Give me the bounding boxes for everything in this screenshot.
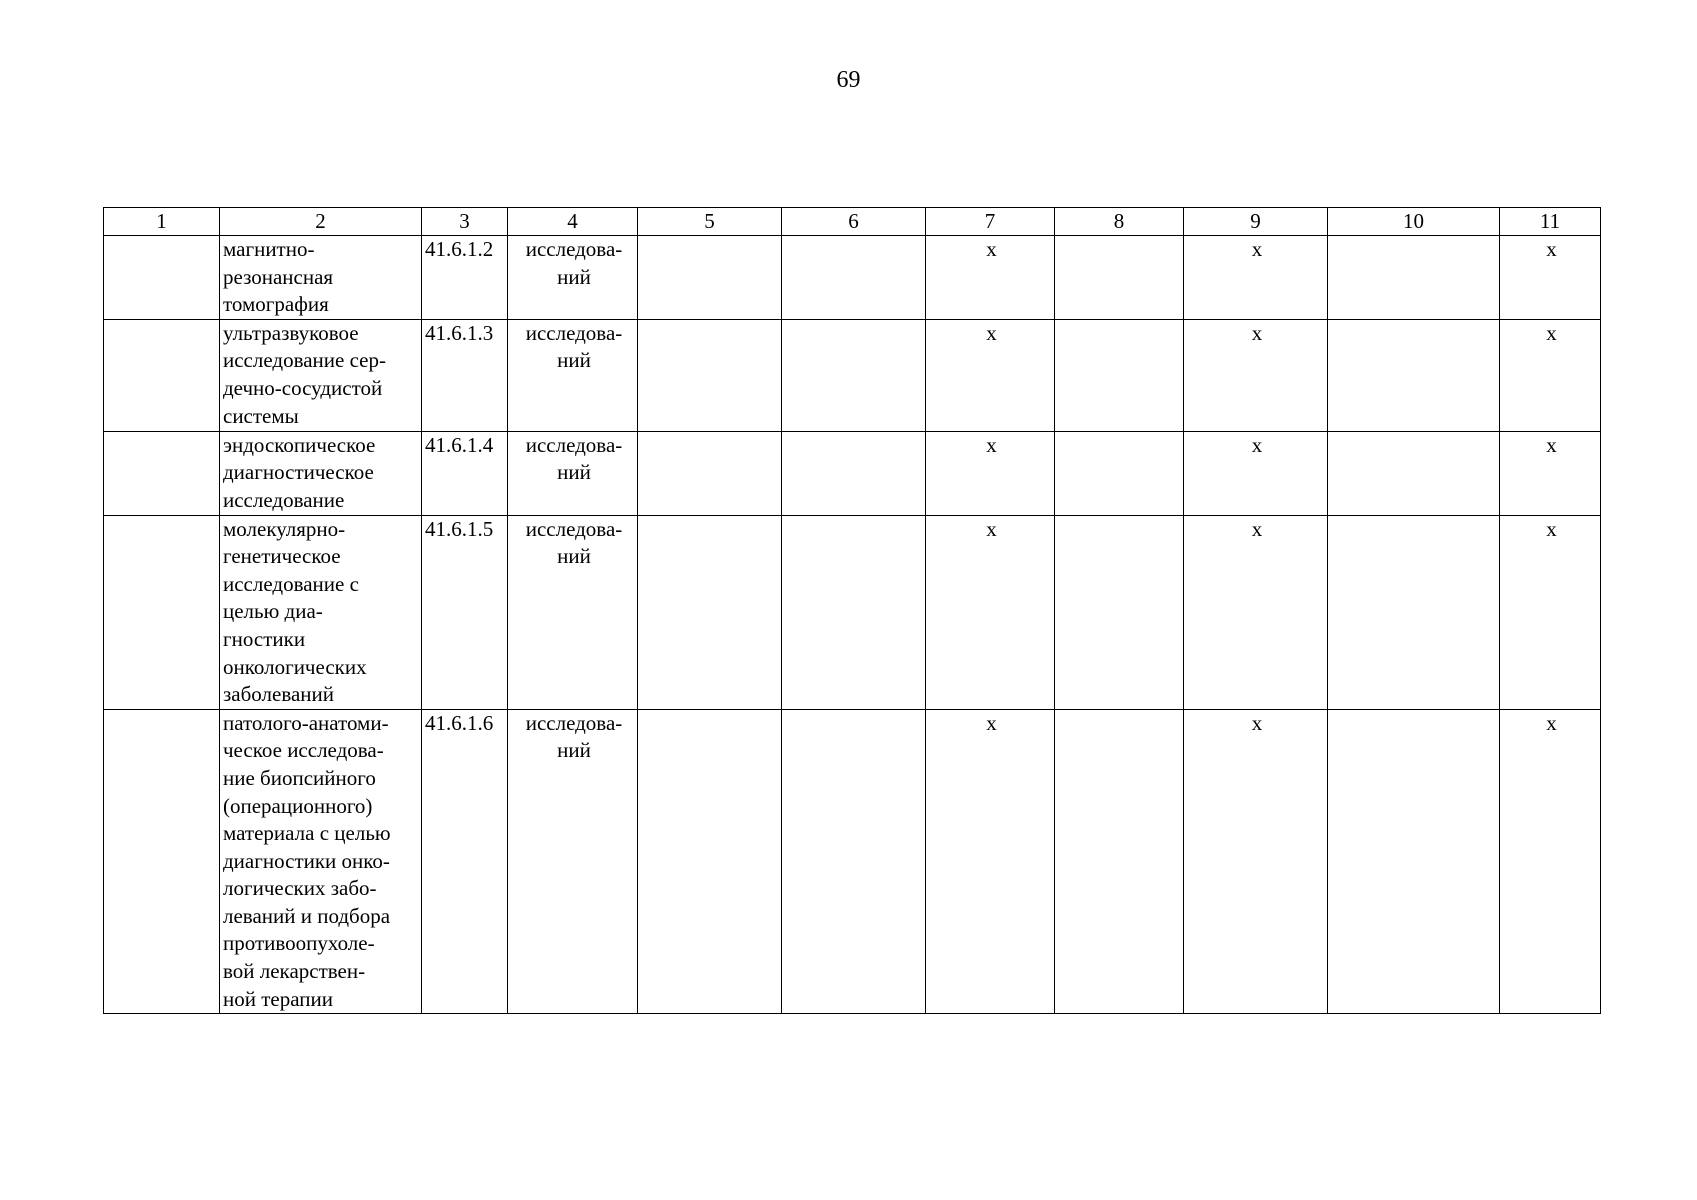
column-header: 2 xyxy=(220,208,422,236)
mark-cell: х xyxy=(1184,319,1328,431)
table-cell xyxy=(782,431,926,515)
mark-cell: х xyxy=(926,515,1055,709)
table-cell xyxy=(1328,431,1500,515)
table-cell xyxy=(638,515,782,709)
table-cell xyxy=(638,431,782,515)
mark-cell: х xyxy=(926,431,1055,515)
table-cell xyxy=(782,319,926,431)
table-cell xyxy=(638,709,782,1014)
mark-cell: х xyxy=(1184,515,1328,709)
column-header: 3 xyxy=(422,208,508,236)
table-row xyxy=(104,709,1601,1014)
table-header-row xyxy=(104,208,1601,236)
unit-cell: исследова- ний xyxy=(508,709,638,1014)
table-cell xyxy=(638,236,782,320)
service-name-cell: патолого-анатоми- ческое исследова- ние биопсийного (операционного) материала с целью диагностики онко- логических забо- леваний и подбора противоопухоле- вой лекарствен- ной терапии xyxy=(220,709,422,1014)
mark-cell: х xyxy=(1184,431,1328,515)
table-cell xyxy=(1055,431,1184,515)
table-cell xyxy=(1055,709,1184,1014)
unit-cell: исследова- ний xyxy=(508,319,638,431)
service-name-cell: магнитно- резонансная томография xyxy=(220,236,422,320)
table-row xyxy=(104,515,1601,709)
code-cell: 41.6.1.6 xyxy=(422,709,508,1014)
service-name-cell: эндоскопическое диагностическое исследование xyxy=(220,431,422,515)
table-row xyxy=(104,319,1601,431)
table-cell xyxy=(1328,236,1500,320)
mark-cell: х xyxy=(1500,515,1601,709)
mark-cell: х xyxy=(926,709,1055,1014)
table-cell xyxy=(104,236,220,320)
table-cell xyxy=(638,319,782,431)
service-name-cell: молекулярно- генетическое исследование с целью диа- гностики онкологических заболеваний xyxy=(220,515,422,709)
table-row xyxy=(104,236,1601,320)
table-cell xyxy=(1328,319,1500,431)
table-cell xyxy=(1055,515,1184,709)
column-header: 6 xyxy=(782,208,926,236)
mark-cell: х xyxy=(1500,236,1601,320)
column-header: 11 xyxy=(1500,208,1601,236)
service-name-cell: ультразвуковое исследование сер- дечно-сосудистой системы xyxy=(220,319,422,431)
mark-cell: х xyxy=(1500,319,1601,431)
column-header: 8 xyxy=(1055,208,1184,236)
unit-cell: исследова- ний xyxy=(508,236,638,320)
column-header: 10 xyxy=(1328,208,1500,236)
unit-cell: исследова- ний xyxy=(508,515,638,709)
code-cell: 41.6.1.3 xyxy=(422,319,508,431)
mark-cell: х xyxy=(1500,431,1601,515)
mark-cell: х xyxy=(1500,709,1601,1014)
column-header: 9 xyxy=(1184,208,1328,236)
table-cell xyxy=(104,709,220,1014)
mark-cell: х xyxy=(1184,709,1328,1014)
column-header: 4 xyxy=(508,208,638,236)
page-number: 69 xyxy=(836,67,861,93)
column-header: 1 xyxy=(104,208,220,236)
table-cell xyxy=(1328,709,1500,1014)
table-cell xyxy=(782,515,926,709)
column-header: 7 xyxy=(926,208,1055,236)
column-header: 5 xyxy=(638,208,782,236)
data-table xyxy=(103,207,1601,1014)
table-row xyxy=(104,431,1601,515)
table-cell xyxy=(1328,515,1500,709)
code-cell: 41.6.1.2 xyxy=(422,236,508,320)
table-cell xyxy=(104,515,220,709)
code-cell: 41.6.1.4 xyxy=(422,431,508,515)
table-cell xyxy=(104,319,220,431)
table-cell xyxy=(1055,319,1184,431)
table-cell xyxy=(782,709,926,1014)
table-cell xyxy=(104,431,220,515)
table-cell xyxy=(1055,236,1184,320)
code-cell: 41.6.1.5 xyxy=(422,515,508,709)
mark-cell: х xyxy=(1184,236,1328,320)
table-cell xyxy=(782,236,926,320)
mark-cell: х xyxy=(926,319,1055,431)
unit-cell: исследова- ний xyxy=(508,431,638,515)
mark-cell: х xyxy=(926,236,1055,320)
